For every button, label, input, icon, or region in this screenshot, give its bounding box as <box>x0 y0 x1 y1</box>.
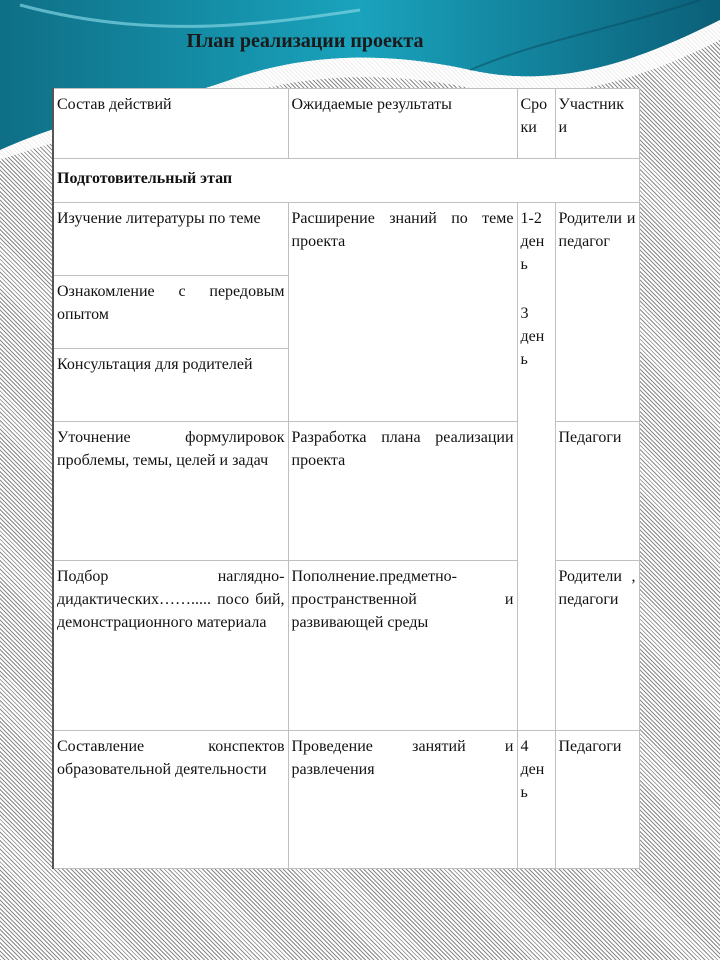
stage-title: Подготовительный этап <box>53 159 639 203</box>
result-cell: Проведение занятий и развлечения <box>288 731 517 869</box>
header-results: Ожидаемые результаты <box>288 89 517 159</box>
term-cell <box>517 203 555 731</box>
participants-cell: Родители и педагог <box>555 203 639 422</box>
participants-cell: Педагоги <box>555 731 639 869</box>
table-header-row <box>53 89 639 159</box>
term-value: 3 ден ь <box>520 305 545 368</box>
table-row <box>53 731 639 869</box>
action-cell: Подбор наглядно-дидактических……..... посо бий, демонстрационного материала <box>53 561 288 731</box>
action-cell: Уточнение формулировок проблемы, темы, целей и задач <box>53 422 288 561</box>
term-value: 1-2 ден ь <box>520 210 545 273</box>
term-cell: 4 ден ь <box>517 731 555 869</box>
header-participants: Участник и <box>555 89 639 159</box>
project-plan-table <box>52 88 640 869</box>
stage-row <box>53 159 639 203</box>
page-title <box>0 30 720 53</box>
participants-cell: Родители , педагоги <box>555 561 639 731</box>
result-cell: Разработка плана реализации проекта <box>288 422 517 561</box>
result-cell: Расширение знаний по теме проекта <box>288 203 517 422</box>
header-actions: Состав действий <box>53 89 288 159</box>
participants-cell: Педагоги <box>555 422 639 561</box>
action-cell: Составление конспектов образовательной деятельности <box>53 731 288 869</box>
action-cell: Ознакомление с передовым опытом <box>53 276 288 349</box>
result-cell: Пополнение.предметно-пространственной и развивающей среды <box>288 561 517 731</box>
page-title-text: План реализации проекта <box>186 30 424 52</box>
action-cell: Консультация для родителей <box>53 349 288 422</box>
header-terms: Сро ки <box>517 89 555 159</box>
action-cell: Изучение литературы по теме <box>53 203 288 276</box>
table-row <box>53 203 639 276</box>
